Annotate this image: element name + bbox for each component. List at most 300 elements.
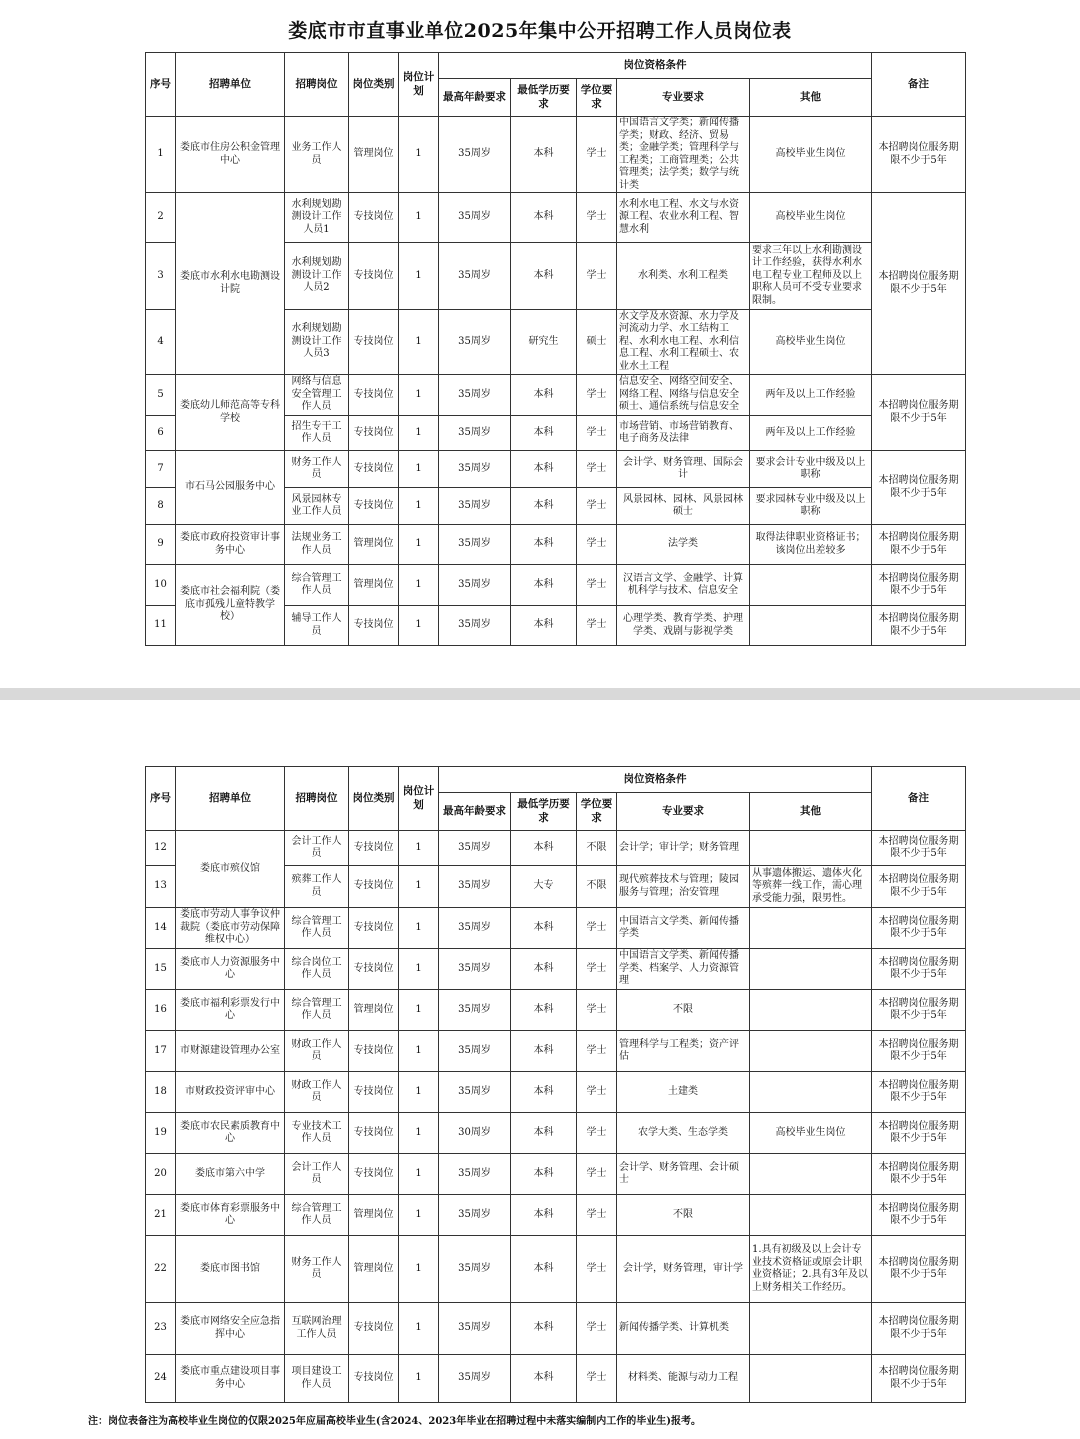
cell-major: 现代殡葬技术与管理；陵园服务与管理；治安管理 <box>617 866 750 908</box>
cell-category: 专技岗位 <box>349 606 399 646</box>
header-remark: 备注 <box>872 53 966 117</box>
cell-degree: 学士 <box>577 488 617 525</box>
cell-unit: 娄底市网络安全应急指挥中心 <box>176 1303 285 1355</box>
cell-major: 风景园林、园林、风景园林硕士 <box>617 488 750 525</box>
cell-seq: 22 <box>146 1236 176 1303</box>
table-row <box>146 1303 966 1355</box>
cell-post: 互联网治理工作人员 <box>285 1303 349 1355</box>
cell-major: 会计学，财务管理，审计学 <box>617 1236 750 1303</box>
cell-degree: 学士 <box>577 193 617 243</box>
cell-seq: 7 <box>146 451 176 488</box>
cell-remark: 本招聘岗位服务期限不少于5年 <box>872 831 966 866</box>
table-row <box>146 1031 966 1072</box>
cell-degree: 学士 <box>577 1195 617 1236</box>
cell-category: 管理岗位 <box>349 1236 399 1303</box>
header-conditions: 岗位资格条件 <box>439 53 872 79</box>
cell-seq: 21 <box>146 1195 176 1236</box>
cell-major: 心理学类、教育学类、护理学类、戏剧与影视学类 <box>617 606 750 646</box>
cell-edu: 本科 <box>511 1195 577 1236</box>
table-row <box>146 1072 966 1113</box>
table-row <box>146 193 966 243</box>
cell-other <box>750 908 872 949</box>
cell-age: 30周岁 <box>439 1113 511 1154</box>
cell-degree: 学士 <box>577 1072 617 1113</box>
table-row <box>146 990 966 1031</box>
cell-seq: 19 <box>146 1113 176 1154</box>
cell-post: 招生专干工作人员 <box>285 416 349 451</box>
cell-other: 要求园林专业中级及以上职称 <box>750 488 872 525</box>
cell-category: 专技岗位 <box>349 866 399 908</box>
header-age: 最高年龄要求 <box>439 79 511 117</box>
cell-edu: 本科 <box>511 1072 577 1113</box>
header-seq: 序号 <box>146 767 176 831</box>
cell-plan: 1 <box>399 1031 439 1072</box>
cell-edu: 本科 <box>511 451 577 488</box>
cell-plan: 1 <box>399 908 439 949</box>
cell-category: 管理岗位 <box>349 1195 399 1236</box>
cell-other <box>750 990 872 1031</box>
cell-remark: 本招聘岗位服务期限不少于5年 <box>872 1154 966 1195</box>
cell-post: 水利规划勘测设计工作人员2 <box>285 243 349 310</box>
cell-seq: 10 <box>146 565 176 606</box>
cell-seq: 23 <box>146 1303 176 1355</box>
cell-seq: 1 <box>146 117 176 193</box>
cell-plan: 1 <box>399 451 439 488</box>
cell-degree: 学士 <box>577 565 617 606</box>
cell-major: 不限 <box>617 990 750 1031</box>
cell-other <box>750 1031 872 1072</box>
header-unit: 招聘单位 <box>176 53 285 117</box>
cell-edu: 本科 <box>511 243 577 310</box>
cell-remark: 本招聘岗位服务期限不少于5年 <box>872 451 966 525</box>
cell-unit: 娄底市人力资源服务中心 <box>176 949 285 990</box>
cell-major: 管理科学与工程类；资产评估 <box>617 1031 750 1072</box>
cell-remark: 本招聘岗位服务期限不少于5年 <box>872 1236 966 1303</box>
cell-seq: 17 <box>146 1031 176 1072</box>
cell-remark: 本招聘岗位服务期限不少于5年 <box>872 1113 966 1154</box>
cell-post: 财务工作人员 <box>285 451 349 488</box>
job-table-part-2 <box>145 766 966 1403</box>
cell-edu: 本科 <box>511 831 577 866</box>
header-remark: 备注 <box>872 767 966 831</box>
cell-category: 专技岗位 <box>349 1355 399 1403</box>
cell-seq: 9 <box>146 525 176 565</box>
cell-degree: 不限 <box>577 831 617 866</box>
cell-seq: 13 <box>146 866 176 908</box>
header-other: 其他 <box>750 793 872 831</box>
cell-unit: 娄底市重点建设项目事务中心 <box>176 1355 285 1403</box>
header-plan: 岗位计划 <box>399 767 439 831</box>
table-row <box>146 565 966 606</box>
cell-edu: 本科 <box>511 1236 577 1303</box>
cell-plan: 1 <box>399 525 439 565</box>
table-row <box>146 375 966 416</box>
cell-degree: 学士 <box>577 375 617 416</box>
cell-unit: 娄底市住房公积金管理中心 <box>176 117 285 193</box>
cell-edu: 本科 <box>511 1031 577 1072</box>
cell-remark: 本招聘岗位服务期限不少于5年 <box>872 117 966 193</box>
header-unit: 招聘单位 <box>176 767 285 831</box>
header-degree: 学位要求 <box>577 793 617 831</box>
cell-post: 殡葬工作人员 <box>285 866 349 908</box>
cell-seq: 6 <box>146 416 176 451</box>
cell-plan: 1 <box>399 375 439 416</box>
header-age: 最高年龄要求 <box>439 793 511 831</box>
cell-degree: 硕士 <box>577 310 617 375</box>
cell-edu: 本科 <box>511 416 577 451</box>
table-row <box>146 908 966 949</box>
cell-seq: 16 <box>146 990 176 1031</box>
cell-age: 35周岁 <box>439 1355 511 1403</box>
cell-other: 两年及以上工作经验 <box>750 416 872 451</box>
cell-plan: 1 <box>399 606 439 646</box>
header-major: 专业要求 <box>617 793 750 831</box>
cell-other: 高校毕业生岗位 <box>750 1113 872 1154</box>
cell-major: 市场营销、市场营销教育、电子商务及法律 <box>617 416 750 451</box>
cell-remark: 本招聘岗位服务期限不少于5年 <box>872 1303 966 1355</box>
cell-plan: 1 <box>399 831 439 866</box>
cell-other: 从事遗体搬运、遗体火化等殡葬一线工作，需心理承受能力强，限男性。 <box>750 866 872 908</box>
table-row <box>146 1355 966 1403</box>
cell-age: 35周岁 <box>439 1031 511 1072</box>
cell-unit: 娄底市图书馆 <box>176 1236 285 1303</box>
cell-remark: 本招聘岗位服务期限不少于5年 <box>872 1195 966 1236</box>
cell-edu: 本科 <box>511 117 577 193</box>
cell-category: 专技岗位 <box>349 451 399 488</box>
cell-age: 35周岁 <box>439 949 511 990</box>
cell-category: 专技岗位 <box>349 488 399 525</box>
cell-unit: 市财政投资评审中心 <box>176 1072 285 1113</box>
cell-unit: 娄底市体育彩票服务中心 <box>176 1195 285 1236</box>
cell-remark: 本招聘岗位服务期限不少于5年 <box>872 990 966 1031</box>
cell-other <box>750 1355 872 1403</box>
cell-edu: 本科 <box>511 488 577 525</box>
cell-edu: 本科 <box>511 949 577 990</box>
cell-category: 专技岗位 <box>349 416 399 451</box>
cell-remark: 本招聘岗位服务期限不少于5年 <box>872 525 966 565</box>
table-row <box>146 1154 966 1195</box>
cell-category: 专技岗位 <box>349 1072 399 1113</box>
cell-category: 专技岗位 <box>349 1113 399 1154</box>
cell-seq: 18 <box>146 1072 176 1113</box>
cell-post: 综合管理工作人员 <box>285 1195 349 1236</box>
cell-post: 风景园林专业工作人员 <box>285 488 349 525</box>
table-row <box>146 1236 966 1303</box>
table-row <box>146 117 966 193</box>
cell-plan: 1 <box>399 1154 439 1195</box>
cell-post: 法规业务工作人员 <box>285 525 349 565</box>
header-degree: 学位要求 <box>577 79 617 117</box>
cell-edu: 研究生 <box>511 310 577 375</box>
cell-unit: 娄底幼儿师范高等专科学校 <box>176 375 285 451</box>
cell-other <box>750 1195 872 1236</box>
cell-category: 专技岗位 <box>349 1303 399 1355</box>
cell-remark: 本招聘岗位服务期限不少于5年 <box>872 565 966 606</box>
cell-category: 专技岗位 <box>349 310 399 375</box>
cell-category: 专技岗位 <box>349 1031 399 1072</box>
cell-unit: 娄底市劳动人事争议仲裁院（娄底市劳动保障维权中心） <box>176 908 285 949</box>
cell-age: 35周岁 <box>439 606 511 646</box>
cell-major: 会计学、财务管理、会计硕士 <box>617 1154 750 1195</box>
header-post: 招聘岗位 <box>285 53 349 117</box>
cell-category: 专技岗位 <box>349 375 399 416</box>
cell-category: 专技岗位 <box>349 243 399 310</box>
cell-unit: 娄底市殡仪馆 <box>176 831 285 908</box>
cell-plan: 1 <box>399 866 439 908</box>
cell-category: 管理岗位 <box>349 117 399 193</box>
cell-major: 材料类、能源与动力工程 <box>617 1355 750 1403</box>
cell-post: 财务工作人员 <box>285 1236 349 1303</box>
cell-post: 综合管理工作人员 <box>285 908 349 949</box>
cell-category: 专技岗位 <box>349 1154 399 1195</box>
cell-major: 水文学及水资源、水力学及河流动力学、水工结构工程、水利水电工程、水利信息工程、水利工程硕士、农业水土工程 <box>617 310 750 375</box>
cell-major: 水利水电工程、水文与水资源工程、农业水利工程、智慧水利 <box>617 193 750 243</box>
cell-edu: 本科 <box>511 193 577 243</box>
cell-age: 35周岁 <box>439 488 511 525</box>
cell-degree: 学士 <box>577 1236 617 1303</box>
cell-degree: 学士 <box>577 949 617 990</box>
cell-post: 辅导工作人员 <box>285 606 349 646</box>
cell-unit: 娄底市水利水电勘测设计院 <box>176 193 285 375</box>
cell-plan: 1 <box>399 565 439 606</box>
cell-other: 两年及以上工作经验 <box>750 375 872 416</box>
cell-age: 35周岁 <box>439 117 511 193</box>
cell-degree: 学士 <box>577 1154 617 1195</box>
cell-seq: 12 <box>146 831 176 866</box>
header-post: 招聘岗位 <box>285 767 349 831</box>
cell-age: 35周岁 <box>439 1154 511 1195</box>
cell-other: 高校毕业生岗位 <box>750 193 872 243</box>
cell-category: 专技岗位 <box>349 949 399 990</box>
cell-unit: 娄底市农民素质教育中心 <box>176 1113 285 1154</box>
cell-other <box>750 565 872 606</box>
cell-other: 高校毕业生岗位 <box>750 117 872 193</box>
cell-seq: 11 <box>146 606 176 646</box>
header-seq: 序号 <box>146 53 176 117</box>
cell-major: 不限 <box>617 1195 750 1236</box>
cell-unit: 娄底市第六中学 <box>176 1154 285 1195</box>
table-row <box>146 1113 966 1154</box>
cell-major: 会计学、财务管理、国际会计 <box>617 451 750 488</box>
cell-post: 项目建设工作人员 <box>285 1355 349 1403</box>
cell-age: 35周岁 <box>439 1195 511 1236</box>
cell-major: 汉语言文学、金融学、计算机科学与技术、信息安全 <box>617 565 750 606</box>
cell-plan: 1 <box>399 1303 439 1355</box>
cell-degree: 学士 <box>577 1355 617 1403</box>
header-edu: 最低学历要求 <box>511 79 577 117</box>
cell-age: 35周岁 <box>439 831 511 866</box>
cell-plan: 1 <box>399 193 439 243</box>
cell-remark: 本招聘岗位服务期限不少于5年 <box>872 1072 966 1113</box>
cell-seq: 24 <box>146 1355 176 1403</box>
cell-other: 要求三年以上水利勘测设计工作经验，获得水利水电工程专业工程师及以上职称人员可不受专业要求限制。 <box>750 243 872 310</box>
cell-other <box>750 1154 872 1195</box>
table-row <box>146 831 966 866</box>
cell-remark: 本招聘岗位服务期限不少于5年 <box>872 1031 966 1072</box>
cell-plan: 1 <box>399 243 439 310</box>
cell-remark: 本招聘岗位服务期限不少于5年 <box>872 375 966 451</box>
cell-unit: 市石马公园服务中心 <box>176 451 285 525</box>
cell-edu: 本科 <box>511 525 577 565</box>
cell-post: 专业技术工作人员 <box>285 1113 349 1154</box>
cell-edu: 本科 <box>511 606 577 646</box>
cell-remark: 本招聘岗位服务期限不少于5年 <box>872 193 966 375</box>
cell-edu: 本科 <box>511 1355 577 1403</box>
cell-edu: 本科 <box>511 375 577 416</box>
table-row <box>146 1195 966 1236</box>
cell-degree: 学士 <box>577 606 617 646</box>
cell-other <box>750 831 872 866</box>
cell-other: 1.具有初级及以上会计专业技术资格证或原会计职业资格证；2.具有3年及以上财务相关工作经历。 <box>750 1236 872 1303</box>
cell-degree: 不限 <box>577 866 617 908</box>
job-table-part-1 <box>145 52 966 646</box>
cell-other <box>750 949 872 990</box>
cell-degree: 学士 <box>577 990 617 1031</box>
table-row <box>146 525 966 565</box>
cell-plan: 1 <box>399 1355 439 1403</box>
cell-other <box>750 1072 872 1113</box>
cell-degree: 学士 <box>577 451 617 488</box>
cell-major: 中国语言文学类、新闻传播学类 <box>617 908 750 949</box>
cell-post: 水利规划勘测设计工作人员3 <box>285 310 349 375</box>
table-row <box>146 451 966 488</box>
cell-degree: 学士 <box>577 1031 617 1072</box>
cell-major: 水利类、水利工程类 <box>617 243 750 310</box>
page-separator <box>0 688 1080 700</box>
cell-remark: 本招聘岗位服务期限不少于5年 <box>872 606 966 646</box>
cell-post: 综合管理工作人员 <box>285 990 349 1031</box>
cell-category: 专技岗位 <box>349 908 399 949</box>
cell-seq: 15 <box>146 949 176 990</box>
cell-major: 法学类 <box>617 525 750 565</box>
footnote: 注：岗位表备注为高校毕业生岗位的仅限2025年应届高校毕业生(含2024、2023年毕业在招聘过程中未落实编制内工作的毕业生)报考。 <box>88 1416 701 1427</box>
cell-plan: 1 <box>399 1072 439 1113</box>
cell-age: 35周岁 <box>439 1072 511 1113</box>
header-category: 岗位类别 <box>349 53 399 117</box>
cell-post: 财政工作人员 <box>285 1031 349 1072</box>
cell-unit: 娄底市政府投资审计事务中心 <box>176 525 285 565</box>
cell-degree: 学士 <box>577 243 617 310</box>
cell-seq: 5 <box>146 375 176 416</box>
cell-degree: 学士 <box>577 525 617 565</box>
cell-plan: 1 <box>399 310 439 375</box>
cell-age: 35周岁 <box>439 451 511 488</box>
cell-category: 管理岗位 <box>349 565 399 606</box>
cell-post: 会计工作人员 <box>285 831 349 866</box>
cell-post: 业务工作人员 <box>285 117 349 193</box>
header-category: 岗位类别 <box>349 767 399 831</box>
cell-seq: 2 <box>146 193 176 243</box>
cell-age: 35周岁 <box>439 243 511 310</box>
cell-category: 管理岗位 <box>349 990 399 1031</box>
cell-degree: 学士 <box>577 416 617 451</box>
cell-other: 高校毕业生岗位 <box>750 310 872 375</box>
cell-seq: 20 <box>146 1154 176 1195</box>
cell-age: 35周岁 <box>439 908 511 949</box>
cell-other <box>750 1303 872 1355</box>
cell-unit: 市财源建设管理办公室 <box>176 1031 285 1072</box>
page-title: 娄底市市直事业单位2025年集中公开招聘工作人员岗位表 <box>288 20 792 42</box>
cell-post: 网络与信息安全管理工作人员 <box>285 375 349 416</box>
cell-post: 水利规划勘测设计工作人员1 <box>285 193 349 243</box>
cell-age: 35周岁 <box>439 193 511 243</box>
cell-other <box>750 606 872 646</box>
header-other: 其他 <box>750 79 872 117</box>
cell-degree: 学士 <box>577 908 617 949</box>
header-major: 专业要求 <box>617 79 750 117</box>
cell-unit: 娄底市社会福利院（娄底市孤残儿童特教学校） <box>176 565 285 646</box>
cell-plan: 1 <box>399 1113 439 1154</box>
cell-other: 取得法律职业资格证书；该岗位出差较多 <box>750 525 872 565</box>
cell-major: 会计学；审计学；财务管理 <box>617 831 750 866</box>
cell-age: 35周岁 <box>439 866 511 908</box>
cell-major: 中国语言文学类；新闻传播学类；财政、经济、贸易类；金融学类；管理科学与工程类；工商管理类；公共管理类；法学类；数学与统计类 <box>617 117 750 193</box>
cell-age: 35周岁 <box>439 310 511 375</box>
cell-category: 专技岗位 <box>349 193 399 243</box>
table-row <box>146 949 966 990</box>
cell-plan: 1 <box>399 1195 439 1236</box>
cell-plan: 1 <box>399 117 439 193</box>
cell-post: 综合管理工作人员 <box>285 565 349 606</box>
cell-edu: 大专 <box>511 866 577 908</box>
cell-edu: 本科 <box>511 990 577 1031</box>
cell-remark: 本招聘岗位服务期限不少于5年 <box>872 949 966 990</box>
cell-seq: 4 <box>146 310 176 375</box>
cell-plan: 1 <box>399 416 439 451</box>
cell-edu: 本科 <box>511 1303 577 1355</box>
cell-plan: 1 <box>399 949 439 990</box>
cell-major: 土建类 <box>617 1072 750 1113</box>
cell-plan: 1 <box>399 990 439 1031</box>
cell-age: 35周岁 <box>439 1303 511 1355</box>
cell-seq: 3 <box>146 243 176 310</box>
cell-seq: 8 <box>146 488 176 525</box>
cell-remark: 本招聘岗位服务期限不少于5年 <box>872 866 966 908</box>
cell-remark: 本招聘岗位服务期限不少于5年 <box>872 1355 966 1403</box>
cell-major: 新闻传播学类、计算机类 <box>617 1303 750 1355</box>
cell-age: 35周岁 <box>439 1236 511 1303</box>
cell-age: 35周岁 <box>439 990 511 1031</box>
cell-age: 35周岁 <box>439 416 511 451</box>
cell-age: 35周岁 <box>439 375 511 416</box>
cell-post: 会计工作人员 <box>285 1154 349 1195</box>
cell-post: 财政工作人员 <box>285 1072 349 1113</box>
cell-seq: 14 <box>146 908 176 949</box>
cell-category: 专技岗位 <box>349 831 399 866</box>
cell-degree: 学士 <box>577 1113 617 1154</box>
cell-edu: 本科 <box>511 1113 577 1154</box>
cell-edu: 本科 <box>511 565 577 606</box>
cell-degree: 学士 <box>577 1303 617 1355</box>
cell-remark: 本招聘岗位服务期限不少于5年 <box>872 908 966 949</box>
cell-degree: 学士 <box>577 117 617 193</box>
header-plan: 岗位计划 <box>399 53 439 117</box>
cell-major: 农学大类、生态学类 <box>617 1113 750 1154</box>
cell-plan: 1 <box>399 1236 439 1303</box>
cell-edu: 本科 <box>511 1154 577 1195</box>
cell-major: 中国语言文学类、新闻传播学类、档案学、人力资源管理 <box>617 949 750 990</box>
cell-unit: 娄底市福利彩票发行中心 <box>176 990 285 1031</box>
cell-major: 信息安全、网络空间安全、网络工程、网络与信息安全硕士、通信系统与信息安全 <box>617 375 750 416</box>
header-conditions: 岗位资格条件 <box>439 767 872 793</box>
header-edu: 最低学历要求 <box>511 793 577 831</box>
cell-post: 综合岗位工作人员 <box>285 949 349 990</box>
cell-edu: 本科 <box>511 908 577 949</box>
cell-age: 35周岁 <box>439 525 511 565</box>
cell-plan: 1 <box>399 488 439 525</box>
cell-other: 要求会计专业中级及以上职称 <box>750 451 872 488</box>
cell-age: 35周岁 <box>439 565 511 606</box>
